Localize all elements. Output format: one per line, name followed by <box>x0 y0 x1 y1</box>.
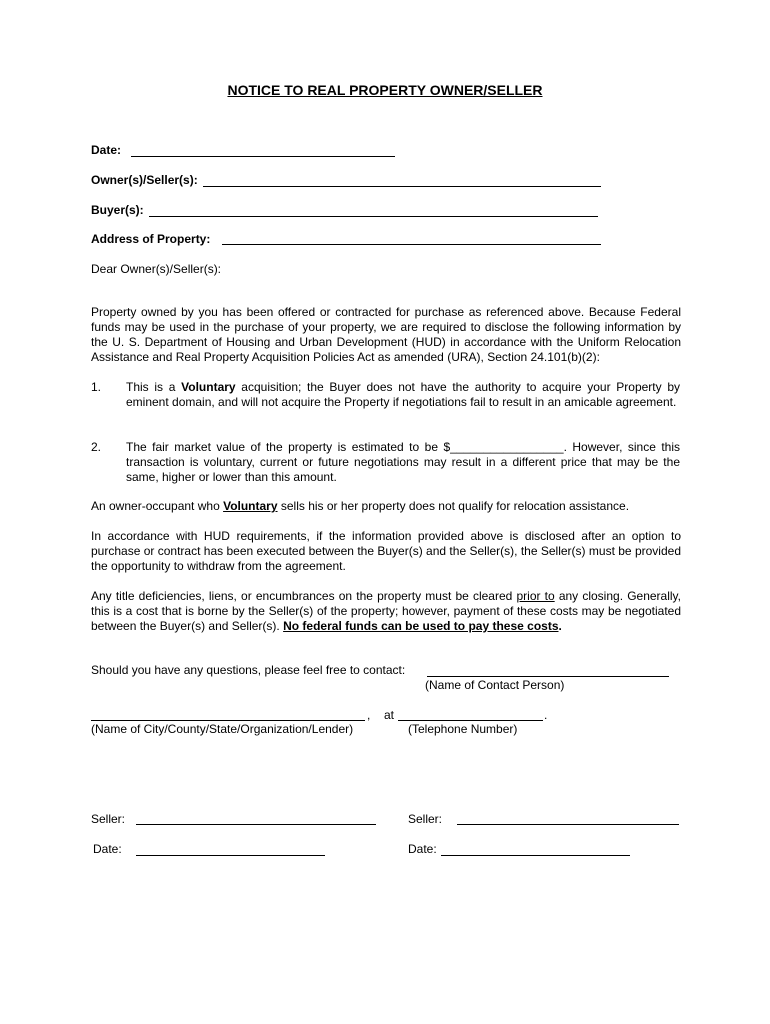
page-title: NOTICE TO REAL PROPERTY OWNER/SELLER <box>227 82 543 98</box>
date-field[interactable] <box>131 156 395 157</box>
date-label: Date: <box>91 143 122 157</box>
date-1-field[interactable] <box>136 855 325 856</box>
buyer-label: Buyer(s): <box>91 203 144 217</box>
date-2-field[interactable] <box>441 855 630 856</box>
seller-1-label: Seller: <box>91 812 126 826</box>
at-label: at <box>384 708 395 722</box>
no-federal-funds-emphasis: No federal funds can be used to pay these costs <box>283 619 559 633</box>
salutation: Dear Owner(s)/Seller(s): <box>91 262 222 276</box>
contact-person-caption: (Name of Contact Person) <box>425 678 565 692</box>
fair-market-value-blank[interactable]: _________________ <box>450 440 564 454</box>
contact-person-field[interactable] <box>427 676 669 677</box>
item-2-text: The fair market value of the property is estimated to be $_________________. However, since this transaction is voluntary, current or future negotiations may result in a different price that may be the same, higher or lower than this amount. <box>126 440 680 484</box>
owner-seller-label: Owner(s)/Seller(s): <box>91 173 198 187</box>
period: . <box>544 708 548 722</box>
owner-seller-field[interactable] <box>203 186 601 187</box>
item-1-text: This is a Voluntary acquisition; the Buyer does not have the authority to acquire your Property by eminent domain, and will not acquire the Property if negotiations fail to result in an amicable agreement. <box>126 380 681 409</box>
date-1-label: Date: <box>93 842 122 856</box>
seller-1-signature-field[interactable] <box>136 824 376 825</box>
item-number-2: 2. <box>91 440 102 454</box>
date-2-label: Date: <box>408 842 437 856</box>
contact-question: Should you have any questions, please feel free to contact: <box>91 663 406 677</box>
address-label: Address of Property: <box>91 232 211 246</box>
seller-2-signature-field[interactable] <box>457 824 679 825</box>
comma: , <box>367 708 371 722</box>
buyer-field[interactable] <box>149 216 598 217</box>
intro-paragraph: Property owned by you has been offered or contracted for purchase as referenced above. Because Federal funds may be used in the purchase of your property, we are required to disclose the following information by the U. S. Department of Housing and Urban Development (HUD) in accordance with the Uniform Relocation Assistance and Real Property Acquisition Policies Act as amended (URA), Section 24.101(b)(2): <box>91 305 681 364</box>
organization-caption: (Name of City/County/State/Organization/Lender) <box>91 722 354 736</box>
title-deficiencies-paragraph: Any title deficiencies, liens, or encumbrances on the property must be cleared prior to any closing. Generally, this is a cost that is borne by the Seller(s) of the property; however, payment of these costs may be negotiated between the Buyer(s) and Seller(s). No federal funds can be used to pay these costs. <box>91 589 681 633</box>
hud-paragraph: In accordance with HUD requirements, if the information provided above is disclosed after an option to purchase or contract has been executed between the Buyer(s) and the Seller(s), the Seller(s) must be provided the opportunity to withdraw from the agreement. <box>91 529 681 573</box>
voluntary-emphasis: Voluntary <box>181 380 236 394</box>
address-field[interactable] <box>222 244 601 245</box>
telephone-field[interactable] <box>398 720 543 721</box>
organization-field[interactable] <box>91 720 365 721</box>
owner-occupant-paragraph: An owner-occupant who Voluntary sells his or her property does not qualify for relocation assistance. <box>91 499 630 513</box>
telephone-caption: (Telephone Number) <box>408 722 518 736</box>
seller-2-label: Seller: <box>408 812 443 826</box>
voluntary-emphasis: Voluntary <box>223 499 278 513</box>
item-number-1: 1. <box>91 380 102 394</box>
prior-to-emphasis: prior to <box>516 589 555 603</box>
